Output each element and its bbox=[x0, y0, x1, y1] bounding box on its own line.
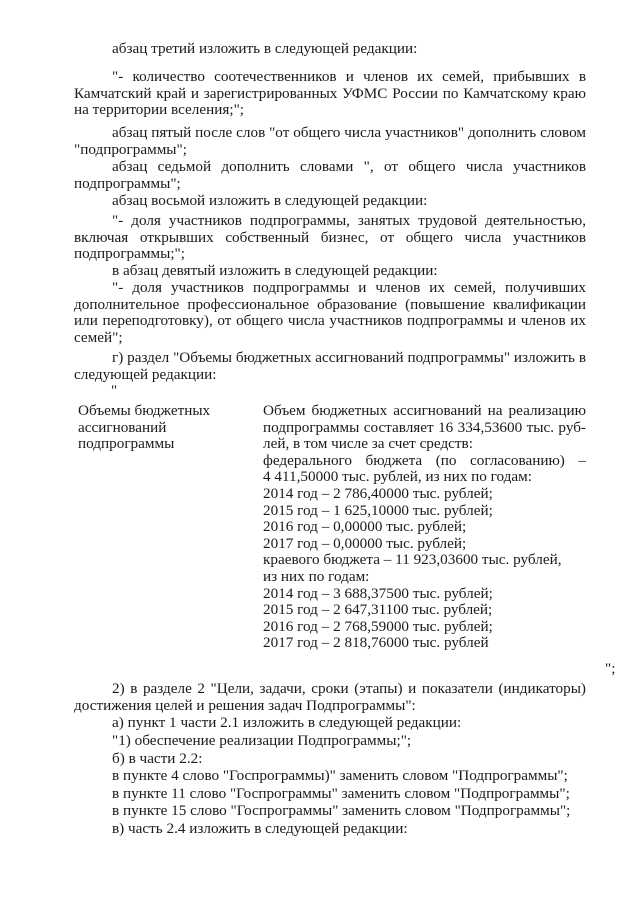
paragraph: "- количество соотечественников и членов их семей, прибывших в Камчатский край и зарегистрированных УФМС России по Камчатскому краю на территории вселения;"; bbox=[74, 68, 586, 119]
paragraph: 2) в разделе 2 "Цели, задачи, сроки (этапы) и показатели (индикаторы) достижения целей и решения задач Подпрограммы": bbox=[74, 680, 586, 714]
table-line: 2014 год – 3 688,37500 тыс. рублей; bbox=[263, 584, 493, 602]
open-quote: " bbox=[111, 382, 118, 399]
table-line: Объем бюджетных ассигнований на реализацию bbox=[263, 402, 586, 419]
paragraph: в) часть 2.4 изложить в следующей редакции: bbox=[112, 820, 408, 837]
paragraph: в пункте 15 слово "Госпрограммы" заменить словом "Подпрограммы"; bbox=[112, 802, 571, 819]
table-line: 2015 год – 1 625,10000 тыс. рублей; bbox=[263, 501, 493, 519]
paragraph: абзац седьмой дополнить словами ", от общего числа участников подпрограммы"; bbox=[74, 158, 586, 192]
table-line: 2017 год – 0,00000 тыс. рублей; bbox=[263, 534, 467, 552]
table-line: из них по годам: bbox=[263, 567, 370, 585]
table-line: 2016 год – 0,00000 тыс. рублей; bbox=[263, 518, 467, 536]
table-line: федерального бюджета (по согласованию) – bbox=[263, 451, 586, 469]
paragraph: абзац пятый после слов "от общего числа участников" дополнить словом "подпрограммы"; bbox=[74, 124, 586, 158]
paragraph: в пункте 11 слово "Госпрограммы" заменить словом "Подпрограммы"; bbox=[112, 785, 570, 802]
paragraph: "- доля участников подпрограммы и членов их семей, получивших дополнительное профессиональное образование (повышение квалификации или переподготовку), от общего числа участников подпрограммы и членов их семей"; bbox=[74, 279, 586, 346]
paragraph: абзац третий изложить в следующей редакции: bbox=[112, 40, 418, 57]
paragraph: в абзац девятый изложить в следующей редакции: bbox=[112, 262, 438, 279]
paragraph: абзац восьмой изложить в следующей редакции: bbox=[112, 192, 428, 209]
paragraph: а) пункт 1 части 2.1 изложить в следующей редакции: bbox=[112, 714, 462, 731]
table-line: 2016 год – 2 768,59000 тыс. рублей; bbox=[263, 617, 493, 635]
paragraph: г) раздел "Объемы бюджетных ассигнований подпрограммы" изложить в следующей редакции: bbox=[74, 349, 586, 383]
table-line: 2015 год – 2 647,31100 тыс. рублей; bbox=[263, 601, 493, 619]
paragraph: "- доля участников подпрограммы, занятых трудовой деятельностью, включая открывших собственный бизнес, от общего числа участников подпрограммы;"; bbox=[74, 212, 586, 263]
table-line: подпрограммы составляет 16 334,53600 тыс. руб- bbox=[263, 418, 586, 436]
table-line: 2014 год – 2 786,40000 тыс. рублей; bbox=[263, 484, 493, 502]
paragraph: "1) обеспечение реализации Подпрограммы;"; bbox=[112, 732, 412, 749]
paragraph: в пункте 4 слово "Госпрограммы)" заменить словом "Подпрограммы"; bbox=[112, 767, 568, 784]
table-line: лей, в том числе за счет средств: bbox=[263, 435, 473, 453]
paragraph: б) в части 2.2: bbox=[112, 750, 203, 767]
close-quote: "; bbox=[605, 660, 616, 677]
table-left-cell: Объемы бюджетных ассигнований подпрограммы bbox=[78, 402, 211, 453]
table-line: 2017 год – 2 818,76000 тыс. рублей bbox=[263, 634, 489, 652]
table-line: 4 411,50000 тыс. рублей, из них по годам: bbox=[263, 468, 532, 486]
table-right-cell bbox=[263, 403, 586, 652]
table-line: краевого бюджета – 11 923,03600 тыс. рублей, bbox=[263, 551, 562, 569]
